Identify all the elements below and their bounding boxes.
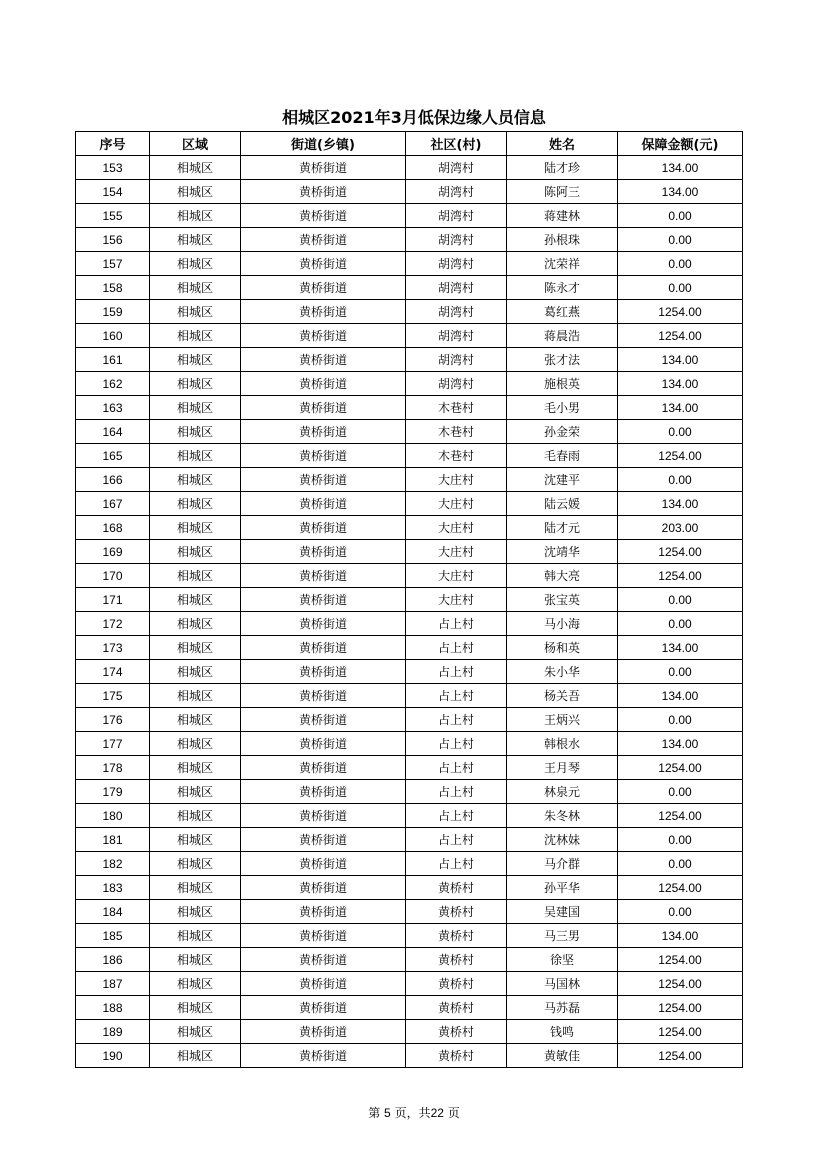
cell-street: 黄桥街道 — [241, 636, 406, 660]
cell-street: 黄桥街道 — [241, 732, 406, 756]
cell-community: 木巷村 — [406, 420, 507, 444]
cell-region: 相城区 — [150, 324, 241, 348]
cell-amount: 0.00 — [618, 852, 743, 876]
cell-seq: 174 — [76, 660, 150, 684]
header-region: 区域 — [150, 132, 241, 156]
cell-street: 黄桥街道 — [241, 252, 406, 276]
cell-amount: 0.00 — [618, 228, 743, 252]
cell-amount: 0.00 — [618, 708, 743, 732]
cell-community: 大庄村 — [406, 540, 507, 564]
table-row — [76, 300, 743, 324]
cell-seq: 161 — [76, 348, 150, 372]
table-row — [76, 228, 743, 252]
cell-community: 占上村 — [406, 804, 507, 828]
cell-seq: 160 — [76, 324, 150, 348]
header-street: 街道(乡镇) — [241, 132, 406, 156]
cell-seq: 190 — [76, 1044, 150, 1068]
table-row — [76, 804, 743, 828]
table-row — [76, 924, 743, 948]
cell-amount: 1254.00 — [618, 540, 743, 564]
cell-region: 相城区 — [150, 156, 241, 180]
cell-seq: 170 — [76, 564, 150, 588]
cell-amount: 1254.00 — [618, 756, 743, 780]
cell-seq: 182 — [76, 852, 150, 876]
cell-community: 大庄村 — [406, 468, 507, 492]
cell-amount: 0.00 — [618, 204, 743, 228]
table-row — [76, 252, 743, 276]
cell-seq: 183 — [76, 876, 150, 900]
cell-amount: 1254.00 — [618, 804, 743, 828]
footer-prefix: 第 — [368, 1106, 381, 1120]
cell-street: 黄桥街道 — [241, 228, 406, 252]
cell-name: 毛春雨 — [507, 444, 618, 468]
cell-amount: 0.00 — [618, 588, 743, 612]
cell-community: 胡湾村 — [406, 204, 507, 228]
cell-seq: 159 — [76, 300, 150, 324]
cell-community: 占上村 — [406, 732, 507, 756]
cell-amount: 203.00 — [618, 516, 743, 540]
table-row — [76, 420, 743, 444]
cell-street: 黄桥街道 — [241, 348, 406, 372]
cell-community: 黄桥村 — [406, 1020, 507, 1044]
table-row — [76, 180, 743, 204]
cell-amount: 1254.00 — [618, 948, 743, 972]
cell-community: 占上村 — [406, 684, 507, 708]
cell-amount: 0.00 — [618, 780, 743, 804]
cell-street: 黄桥街道 — [241, 396, 406, 420]
cell-seq: 168 — [76, 516, 150, 540]
cell-region: 相城区 — [150, 588, 241, 612]
header-amount: 保障金额(元) — [618, 132, 743, 156]
cell-name: 王炳兴 — [507, 708, 618, 732]
cell-region: 相城区 — [150, 660, 241, 684]
table-header-row — [76, 132, 743, 156]
cell-seq: 176 — [76, 708, 150, 732]
cell-region: 相城区 — [150, 804, 241, 828]
cell-amount: 134.00 — [618, 396, 743, 420]
cell-seq: 164 — [76, 420, 150, 444]
table-row — [76, 828, 743, 852]
cell-name: 张宝英 — [507, 588, 618, 612]
cell-street: 黄桥街道 — [241, 444, 406, 468]
cell-region: 相城区 — [150, 540, 241, 564]
cell-name: 陈永才 — [507, 276, 618, 300]
cell-seq: 173 — [76, 636, 150, 660]
cell-region: 相城区 — [150, 492, 241, 516]
cell-region: 相城区 — [150, 924, 241, 948]
cell-street: 黄桥街道 — [241, 900, 406, 924]
header-community: 社区(村) — [406, 132, 507, 156]
cell-name: 张才法 — [507, 348, 618, 372]
cell-community: 黄桥村 — [406, 876, 507, 900]
cell-community: 黄桥村 — [406, 948, 507, 972]
cell-name: 蒋晨浩 — [507, 324, 618, 348]
cell-seq: 169 — [76, 540, 150, 564]
table-row — [76, 684, 743, 708]
footer-middle: 页，共 — [394, 1106, 431, 1120]
cell-community: 胡湾村 — [406, 228, 507, 252]
cell-community: 黄桥村 — [406, 1044, 507, 1068]
cell-seq: 166 — [76, 468, 150, 492]
table-row — [76, 876, 743, 900]
cell-amount: 1254.00 — [618, 300, 743, 324]
cell-amount: 1254.00 — [618, 996, 743, 1020]
cell-name: 朱小华 — [507, 660, 618, 684]
table-row — [76, 516, 743, 540]
cell-name: 钱鸣 — [507, 1020, 618, 1044]
table-row — [76, 492, 743, 516]
page-footer — [0, 1103, 828, 1123]
cell-region: 相城区 — [150, 996, 241, 1020]
cell-amount: 1254.00 — [618, 876, 743, 900]
cell-region: 相城区 — [150, 876, 241, 900]
cell-name: 马苏磊 — [507, 996, 618, 1020]
cell-seq: 177 — [76, 732, 150, 756]
cell-name: 陆才元 — [507, 516, 618, 540]
cell-region: 相城区 — [150, 1044, 241, 1068]
table-row — [76, 540, 743, 564]
cell-street: 黄桥街道 — [241, 756, 406, 780]
cell-street: 黄桥街道 — [241, 660, 406, 684]
cell-name: 林泉元 — [507, 780, 618, 804]
cell-amount: 134.00 — [618, 156, 743, 180]
cell-region: 相城区 — [150, 468, 241, 492]
table-row — [76, 756, 743, 780]
cell-street: 黄桥街道 — [241, 852, 406, 876]
cell-region: 相城区 — [150, 636, 241, 660]
cell-seq: 187 — [76, 972, 150, 996]
table-row — [76, 1020, 743, 1044]
cell-street: 黄桥街道 — [241, 324, 406, 348]
cell-amount: 1254.00 — [618, 444, 743, 468]
cell-region: 相城区 — [150, 372, 241, 396]
cell-name: 施根英 — [507, 372, 618, 396]
cell-community: 大庄村 — [406, 492, 507, 516]
cell-amount: 134.00 — [618, 924, 743, 948]
cell-region: 相城区 — [150, 516, 241, 540]
cell-name: 朱冬林 — [507, 804, 618, 828]
cell-amount: 1254.00 — [618, 324, 743, 348]
cell-amount: 1254.00 — [618, 1044, 743, 1068]
cell-amount: 1254.00 — [618, 564, 743, 588]
table-row — [76, 948, 743, 972]
cell-street: 黄桥街道 — [241, 924, 406, 948]
cell-amount: 0.00 — [618, 468, 743, 492]
cell-street: 黄桥街道 — [241, 612, 406, 636]
cell-street: 黄桥街道 — [241, 972, 406, 996]
cell-name: 马国林 — [507, 972, 618, 996]
cell-seq: 172 — [76, 612, 150, 636]
cell-name: 沈建平 — [507, 468, 618, 492]
cell-community: 大庄村 — [406, 516, 507, 540]
cell-region: 相城区 — [150, 204, 241, 228]
cell-region: 相城区 — [150, 828, 241, 852]
cell-community: 占上村 — [406, 780, 507, 804]
cell-region: 相城区 — [150, 972, 241, 996]
cell-community: 黄桥村 — [406, 900, 507, 924]
page-title: 相城区2021年3月低保边缘人员信息 — [282, 108, 546, 127]
cell-region: 相城区 — [150, 276, 241, 300]
cell-region: 相城区 — [150, 756, 241, 780]
cell-amount: 134.00 — [618, 180, 743, 204]
cell-street: 黄桥街道 — [241, 420, 406, 444]
cell-name: 孙平华 — [507, 876, 618, 900]
cell-amount: 134.00 — [618, 492, 743, 516]
cell-street: 黄桥街道 — [241, 948, 406, 972]
cell-amount: 134.00 — [618, 372, 743, 396]
cell-community: 黄桥村 — [406, 924, 507, 948]
data-table — [75, 131, 743, 1068]
cell-name: 沈林妹 — [507, 828, 618, 852]
cell-amount: 134.00 — [618, 732, 743, 756]
cell-name: 韩根水 — [507, 732, 618, 756]
cell-street: 黄桥街道 — [241, 780, 406, 804]
cell-amount: 0.00 — [618, 420, 743, 444]
table-row — [76, 276, 743, 300]
cell-community: 胡湾村 — [406, 300, 507, 324]
cell-community: 木巷村 — [406, 444, 507, 468]
table-row — [76, 708, 743, 732]
cell-name: 毛小男 — [507, 396, 618, 420]
cell-community: 占上村 — [406, 708, 507, 732]
cell-community: 胡湾村 — [406, 180, 507, 204]
cell-region: 相城区 — [150, 564, 241, 588]
cell-street: 黄桥街道 — [241, 1044, 406, 1068]
cell-seq: 167 — [76, 492, 150, 516]
cell-community: 木巷村 — [406, 396, 507, 420]
cell-amount: 1254.00 — [618, 1020, 743, 1044]
cell-name: 杨关吾 — [507, 684, 618, 708]
table-row — [76, 996, 743, 1020]
cell-region: 相城区 — [150, 780, 241, 804]
cell-name: 孙根珠 — [507, 228, 618, 252]
cell-amount: 0.00 — [618, 276, 743, 300]
cell-street: 黄桥街道 — [241, 540, 406, 564]
cell-amount: 1254.00 — [618, 972, 743, 996]
cell-region: 相城区 — [150, 300, 241, 324]
cell-name: 陆云媛 — [507, 492, 618, 516]
cell-street: 黄桥街道 — [241, 300, 406, 324]
cell-community: 黄桥村 — [406, 996, 507, 1020]
cell-community: 占上村 — [406, 636, 507, 660]
cell-name: 马小海 — [507, 612, 618, 636]
cell-community: 胡湾村 — [406, 324, 507, 348]
cell-street: 黄桥街道 — [241, 996, 406, 1020]
cell-street: 黄桥街道 — [241, 588, 406, 612]
table-row — [76, 972, 743, 996]
cell-seq: 171 — [76, 588, 150, 612]
table-row — [76, 612, 743, 636]
cell-community: 黄桥村 — [406, 972, 507, 996]
cell-seq: 181 — [76, 828, 150, 852]
cell-seq: 184 — [76, 900, 150, 924]
cell-street: 黄桥街道 — [241, 804, 406, 828]
cell-seq: 157 — [76, 252, 150, 276]
table-row — [76, 660, 743, 684]
cell-street: 黄桥街道 — [241, 492, 406, 516]
cell-region: 相城区 — [150, 228, 241, 252]
cell-street: 黄桥街道 — [241, 180, 406, 204]
cell-region: 相城区 — [150, 1020, 241, 1044]
table-row — [76, 396, 743, 420]
cell-seq: 180 — [76, 804, 150, 828]
header-seq: 序号 — [76, 132, 150, 156]
cell-name: 黄敏佳 — [507, 1044, 618, 1068]
cell-name: 马三男 — [507, 924, 618, 948]
cell-name: 韩大亮 — [507, 564, 618, 588]
cell-amount: 134.00 — [618, 636, 743, 660]
cell-community: 胡湾村 — [406, 372, 507, 396]
cell-seq: 162 — [76, 372, 150, 396]
cell-region: 相城区 — [150, 396, 241, 420]
table-row — [76, 732, 743, 756]
cell-amount: 0.00 — [618, 828, 743, 852]
cell-street: 黄桥街道 — [241, 564, 406, 588]
cell-street: 黄桥街道 — [241, 204, 406, 228]
table-row — [76, 588, 743, 612]
cell-street: 黄桥街道 — [241, 516, 406, 540]
cell-community: 胡湾村 — [406, 348, 507, 372]
table-row — [76, 1044, 743, 1068]
cell-street: 黄桥街道 — [241, 684, 406, 708]
table-body — [76, 156, 743, 1068]
cell-street: 黄桥街道 — [241, 876, 406, 900]
cell-region: 相城区 — [150, 444, 241, 468]
cell-community: 占上村 — [406, 828, 507, 852]
cell-amount: 0.00 — [618, 612, 743, 636]
table-row — [76, 900, 743, 924]
cell-seq: 165 — [76, 444, 150, 468]
cell-community: 胡湾村 — [406, 276, 507, 300]
footer-suffix: 页 — [447, 1106, 460, 1120]
cell-community: 占上村 — [406, 756, 507, 780]
cell-seq: 154 — [76, 180, 150, 204]
cell-seq: 189 — [76, 1020, 150, 1044]
cell-region: 相城区 — [150, 180, 241, 204]
cell-region: 相城区 — [150, 732, 241, 756]
cell-street: 黄桥街道 — [241, 372, 406, 396]
cell-seq: 179 — [76, 780, 150, 804]
table-row — [76, 780, 743, 804]
cell-amount: 0.00 — [618, 252, 743, 276]
cell-street: 黄桥街道 — [241, 708, 406, 732]
footer-page-number: 5 — [384, 1106, 391, 1120]
cell-street: 黄桥街道 — [241, 1020, 406, 1044]
cell-seq: 188 — [76, 996, 150, 1020]
cell-community: 占上村 — [406, 852, 507, 876]
cell-name: 葛红燕 — [507, 300, 618, 324]
footer-total-pages: 22 — [430, 1106, 444, 1120]
cell-street: 黄桥街道 — [241, 468, 406, 492]
cell-name: 马介群 — [507, 852, 618, 876]
cell-name: 王月琴 — [507, 756, 618, 780]
cell-region: 相城区 — [150, 948, 241, 972]
table-row — [76, 636, 743, 660]
cell-name: 杨和英 — [507, 636, 618, 660]
cell-amount: 134.00 — [618, 348, 743, 372]
cell-region: 相城区 — [150, 900, 241, 924]
header-name: 姓名 — [507, 132, 618, 156]
table-row — [76, 468, 743, 492]
cell-amount: 0.00 — [618, 660, 743, 684]
cell-seq: 175 — [76, 684, 150, 708]
cell-seq: 163 — [76, 396, 150, 420]
cell-region: 相城区 — [150, 348, 241, 372]
cell-name: 沈荣祥 — [507, 252, 618, 276]
table-row — [76, 564, 743, 588]
table-row — [76, 444, 743, 468]
cell-region: 相城区 — [150, 708, 241, 732]
cell-name: 陈阿三 — [507, 180, 618, 204]
cell-region: 相城区 — [150, 252, 241, 276]
cell-name: 孙金荣 — [507, 420, 618, 444]
cell-seq: 186 — [76, 948, 150, 972]
cell-community: 胡湾村 — [406, 156, 507, 180]
cell-street: 黄桥街道 — [241, 276, 406, 300]
cell-seq: 153 — [76, 156, 150, 180]
cell-seq: 156 — [76, 228, 150, 252]
table-row — [76, 348, 743, 372]
cell-community: 占上村 — [406, 660, 507, 684]
cell-seq: 185 — [76, 924, 150, 948]
cell-seq: 155 — [76, 204, 150, 228]
cell-name: 蒋建林 — [507, 204, 618, 228]
cell-name: 吴建国 — [507, 900, 618, 924]
cell-name: 沈靖华 — [507, 540, 618, 564]
table-row — [76, 204, 743, 228]
cell-community: 大庄村 — [406, 588, 507, 612]
cell-community: 大庄村 — [406, 564, 507, 588]
cell-street: 黄桥街道 — [241, 828, 406, 852]
cell-name: 徐坚 — [507, 948, 618, 972]
cell-community: 占上村 — [406, 612, 507, 636]
table-row — [76, 324, 743, 348]
table-row — [76, 156, 743, 180]
cell-amount: 134.00 — [618, 684, 743, 708]
cell-region: 相城区 — [150, 612, 241, 636]
cell-seq: 178 — [76, 756, 150, 780]
cell-seq: 158 — [76, 276, 150, 300]
table-row — [76, 372, 743, 396]
cell-region: 相城区 — [150, 684, 241, 708]
table-row — [76, 852, 743, 876]
cell-amount: 0.00 — [618, 900, 743, 924]
cell-region: 相城区 — [150, 420, 241, 444]
cell-community: 胡湾村 — [406, 252, 507, 276]
cell-name: 陆才珍 — [507, 156, 618, 180]
cell-region: 相城区 — [150, 852, 241, 876]
cell-street: 黄桥街道 — [241, 156, 406, 180]
